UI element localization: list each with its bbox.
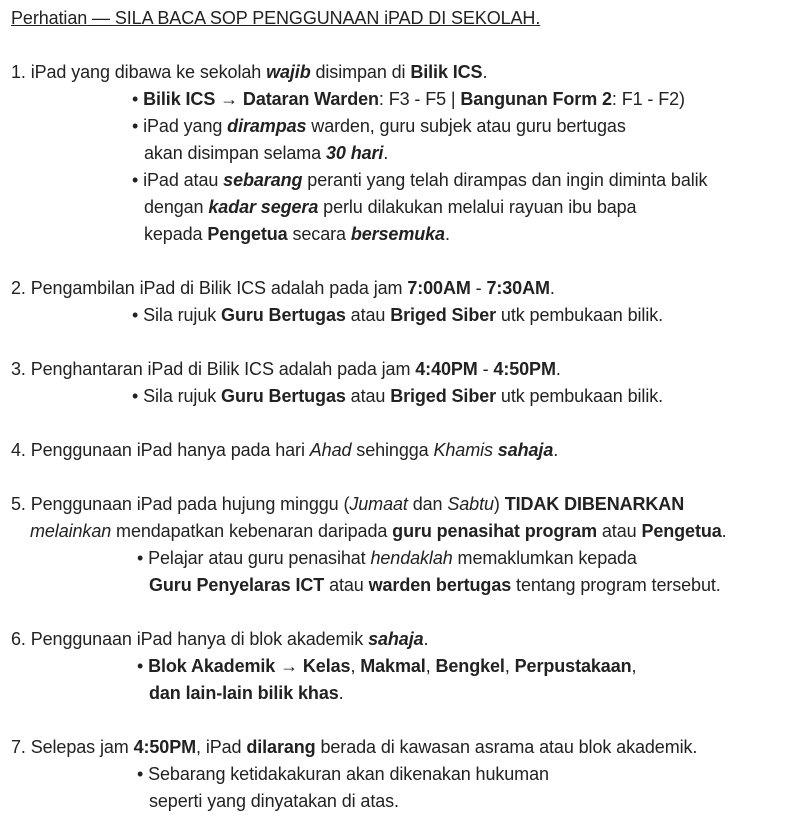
text-bold: dilarang: [246, 737, 316, 757]
rule-7-heading: [11, 736, 697, 758]
text-emphasis: bersemuka: [350, 224, 445, 244]
text-bold: 7:30AM: [486, 278, 550, 298]
text-emphasis: sahaja: [368, 629, 424, 649]
rule-3-heading: [11, 358, 561, 380]
text: utk pembukaan bilik.: [496, 386, 664, 406]
text-emphasis: sahaja: [497, 440, 554, 460]
text-italic: Sabtu: [447, 494, 494, 514]
text: : F3 - F5 |: [378, 89, 461, 109]
text: ): [493, 494, 505, 514]
text: .: [555, 359, 561, 379]
text: sehingga: [351, 440, 434, 460]
text: .: [553, 440, 559, 460]
rule-6-bullet-1-cont: [149, 682, 344, 704]
rule-2-heading: [11, 277, 555, 299]
text: .: [482, 62, 488, 82]
title-dot: .: [535, 8, 541, 28]
text-emphasis: wajib: [266, 62, 311, 82]
title-dash: —: [87, 8, 115, 28]
text-bold: 4:40PM: [415, 359, 478, 379]
text-bold: Bilik ICS → Dataran Warden: [143, 89, 379, 109]
text: 4. Penggunaan iPad hanya pada hari: [11, 440, 310, 460]
text: .: [383, 143, 389, 163]
bullet: •: [137, 548, 149, 568]
text-italic: Jumaat: [349, 494, 408, 514]
text: ,: [504, 656, 515, 676]
text: dengan: [144, 197, 209, 217]
rule-3-bullet-1: [132, 385, 663, 407]
text-emphasis: kadar segera: [208, 197, 319, 217]
text: .: [549, 278, 555, 298]
text-bold: Makmal: [360, 656, 426, 676]
text-bold: 4:50PM: [493, 359, 556, 379]
text: ,: [631, 656, 637, 676]
text: 3. Penghantaran iPad di Bilik ICS adalah pada jam: [11, 359, 416, 379]
text: 2. Pengambilan iPad di Bilik ICS adalah pada jam: [11, 278, 408, 298]
text: dan: [407, 494, 448, 514]
bullet: •: [132, 305, 144, 325]
text-bold: dan lain-lain bilik khas: [149, 683, 339, 703]
rule-4-heading: [11, 439, 558, 461]
text-italic: hendaklah: [370, 548, 453, 568]
text: disimpan di: [310, 62, 411, 82]
text: memaklumkan kepada: [452, 548, 637, 568]
text-bold: Guru Penyelaras ICT: [149, 575, 325, 595]
text-bold: Bangunan Form 2: [460, 89, 612, 109]
text-bold: Blok Akademik → Kelas: [148, 656, 351, 676]
text: Sila rujuk: [143, 386, 222, 406]
text: .: [721, 521, 727, 541]
bullet: •: [132, 386, 144, 406]
text: 6. Penggunaan iPad hanya di blok akademik: [11, 629, 369, 649]
rule-5-heading: [11, 493, 684, 515]
rule-2-bullet-1: [132, 304, 663, 326]
text-italic: Ahad: [309, 440, 352, 460]
rule-1-bullet-2-cont: [144, 142, 388, 164]
rule-5-bullet-1-cont: [149, 574, 721, 596]
text: , iPad: [196, 737, 247, 757]
bullet: •: [132, 116, 144, 136]
text-emphasis: 30 hari: [326, 143, 384, 163]
text: atau: [324, 575, 369, 595]
text: perlu dilakukan melalui rayuan ibu bapa: [318, 197, 637, 217]
text: seperti yang dinyatakan di atas.: [149, 791, 399, 811]
text: mendapatkan kebenaran daripada: [111, 521, 393, 541]
text: .: [423, 629, 429, 649]
text: .: [444, 224, 450, 244]
text: .: [338, 683, 344, 703]
text-bold: Bengkel: [435, 656, 505, 676]
text: Sebarang ketidakakuran akan dikenakan hukuman: [148, 764, 549, 784]
bullet: •: [132, 170, 144, 190]
text-emphasis: dirampas: [227, 116, 307, 136]
text: utk pembukaan bilik.: [496, 305, 664, 325]
text-bold: Pengetua: [641, 521, 722, 541]
text: warden, guru subjek atau guru bertugas: [306, 116, 626, 136]
text-bold: Briged Siber: [390, 386, 497, 406]
text: atau: [345, 386, 391, 406]
text-bold: Guru Bertugas: [221, 305, 346, 325]
text-bold: Bilik ICS: [410, 62, 483, 82]
text: tentang program tersebut.: [511, 575, 721, 595]
text-bold: guru penasihat program: [392, 521, 597, 541]
text-italic: melainkan: [30, 521, 112, 541]
bullet: •: [137, 656, 149, 676]
text: kepada: [144, 224, 208, 244]
text-bold: Guru Bertugas: [221, 386, 346, 406]
text-bold: Briged Siber: [390, 305, 497, 325]
text: secara: [287, 224, 351, 244]
rule-7-bullet-1-cont: [149, 790, 399, 812]
text-bold: 7:00AM: [407, 278, 471, 298]
text: ,: [425, 656, 436, 676]
rule-1-bullet-3: [132, 169, 707, 191]
rule-6-bullet-1: [137, 655, 636, 677]
rule-7-bullet-1: [137, 763, 549, 785]
notice-title: [11, 7, 540, 29]
text: atau: [345, 305, 391, 325]
text-bold: Pengetua: [207, 224, 288, 244]
text: 1. iPad yang dibawa ke sekolah: [11, 62, 267, 82]
text: iPad yang: [143, 116, 228, 136]
text-bold: TIDAK DIBENARKAN: [504, 494, 685, 514]
text: iPad atau: [143, 170, 224, 190]
rule-5-heading-cont: [30, 520, 727, 542]
text: 5. Penggunaan iPad pada hujung minggu (: [11, 494, 350, 514]
text: ,: [350, 656, 361, 676]
text: -: [470, 278, 487, 298]
text-bold: 4:50PM: [133, 737, 197, 757]
text-emphasis: sebarang: [223, 170, 303, 190]
rule-1-bullet-2: [132, 115, 626, 137]
rule-1-bullet-1: [132, 88, 685, 110]
rule-1-bullet-3-cont-2: [144, 223, 450, 245]
rule-1-bullet-3-cont: [144, 196, 636, 218]
text: peranti yang telah dirampas dan ingin diminta balik: [302, 170, 708, 190]
title-prefix: Perhatian: [11, 8, 88, 28]
text-bold: warden bertugas: [368, 575, 512, 595]
rule-6-heading: [11, 628, 428, 650]
bullet: •: [137, 764, 149, 784]
text: berada di kawasan asrama atau blok akademik.: [315, 737, 698, 757]
text: : F1 - F2): [611, 89, 685, 109]
text: 7. Selepas jam: [11, 737, 134, 757]
text: Pelajar atau guru penasihat: [148, 548, 371, 568]
rule-5-bullet-1: [137, 547, 637, 569]
text: akan disimpan selama: [144, 143, 326, 163]
text-italic: Khamis: [433, 440, 493, 460]
text: atau: [597, 521, 642, 541]
text-bold: Perpustakaan: [514, 656, 632, 676]
text: Sila rujuk: [143, 305, 222, 325]
rule-1-heading: [11, 61, 487, 83]
text: -: [477, 359, 494, 379]
bullet: •: [132, 89, 144, 109]
title-main: SILA BACA SOP PENGGUNAAN iPAD DI SEKOLAH: [114, 8, 536, 28]
